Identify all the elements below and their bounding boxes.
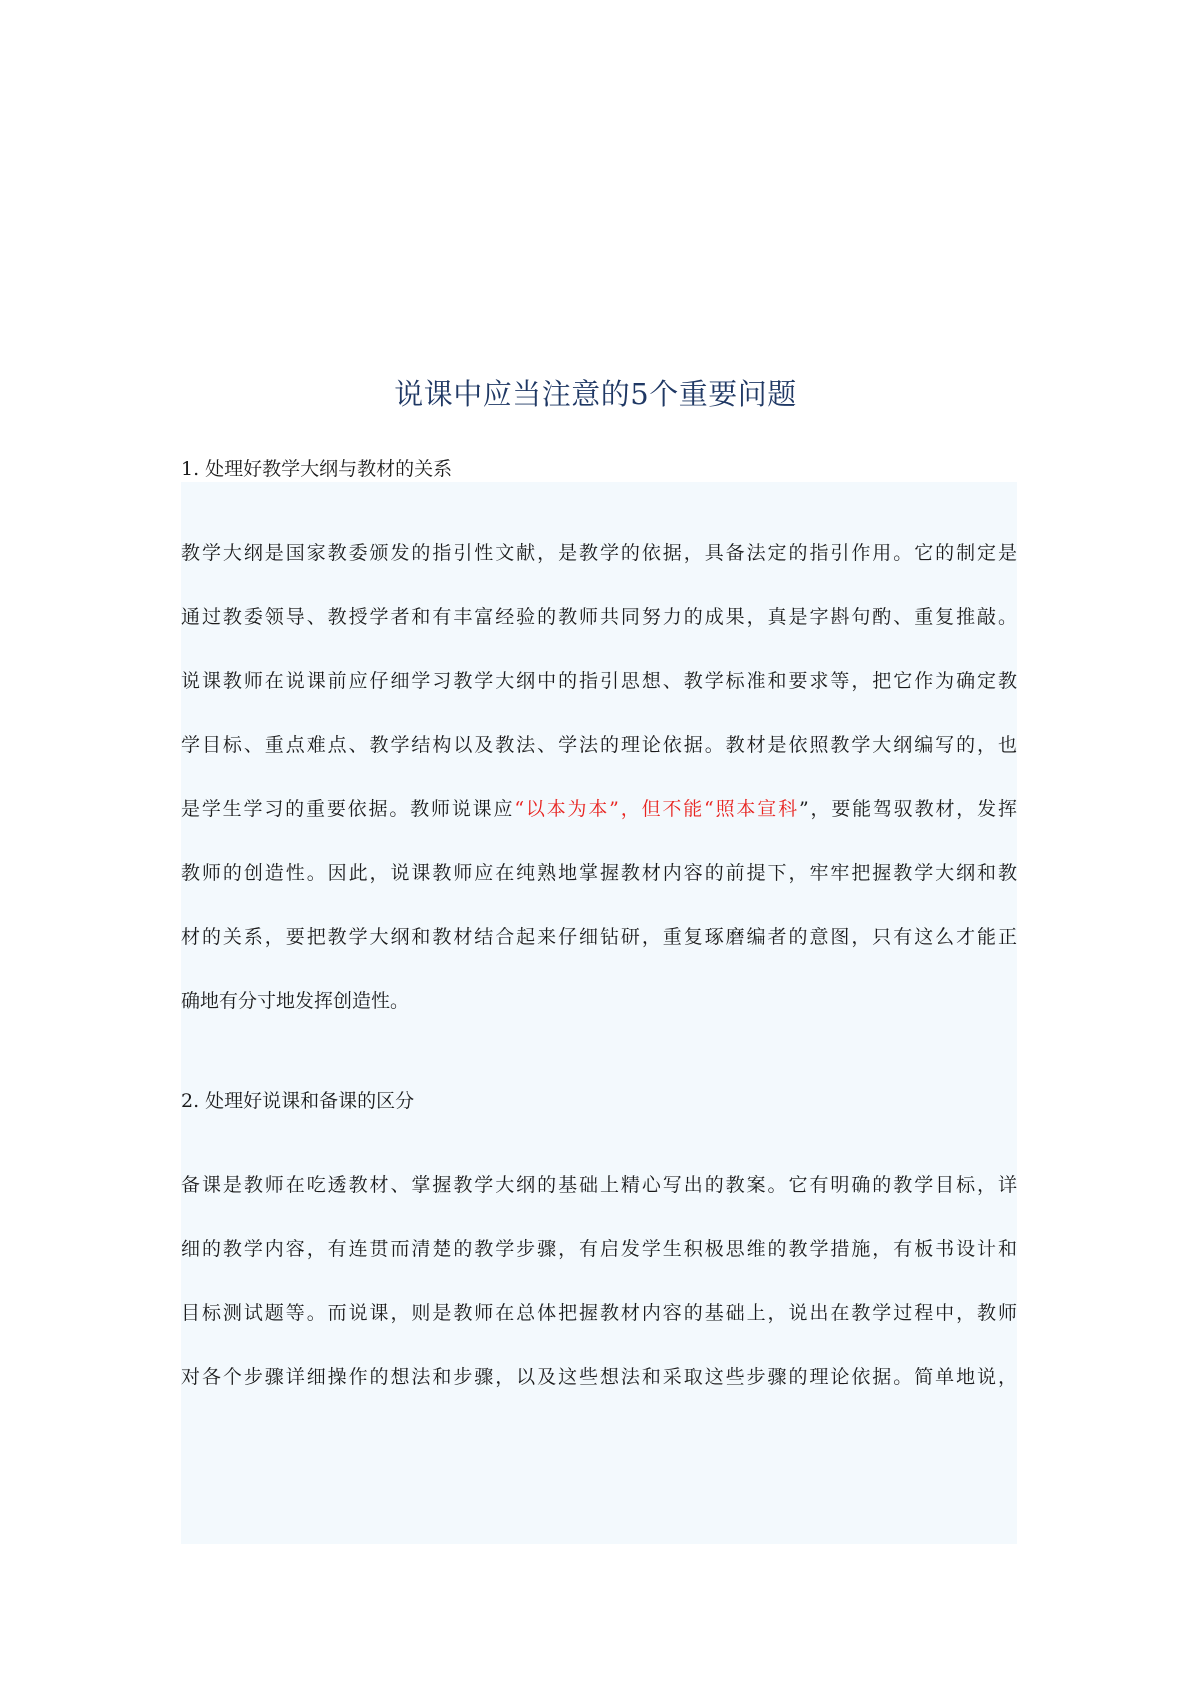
- line-text-after: ”，要能驾驭教材，发挥: [798, 798, 1017, 820]
- paragraph-line: 说课教师在说课前应仔细学习教学大纲中的指引思想、教学标准和要求等，把它作为确定教: [181, 670, 1017, 692]
- paragraph-line: 学目标、重点难点、教学结构以及教法、学法的理论依据。教材是依照教学大纲编写的，也: [181, 734, 1017, 756]
- section-2-heading: 2. 处理好说课和备课的区分: [181, 1090, 415, 1112]
- highlighted-phrase: “以本为本”，但不能“照本宣科: [514, 798, 799, 820]
- paragraph-line: 教学大纲是国家教委颁发的指引性文献，是教学的依据，具备法定的指引作用。它的制定是: [181, 542, 1017, 564]
- section-1-heading: 1. 处理好教学大纲与教材的关系: [181, 458, 453, 480]
- paragraph-line-with-highlight: [181, 796, 1017, 822]
- document-body: [181, 458, 1017, 1544]
- document-title: 说课中应当注意的5个重要问题: [394, 377, 797, 411]
- paragraph-line: 对各个步骤详细操作的想法和步骤，以及这些想法和采取这些步骤的理论依据。简单地说，: [181, 1366, 1017, 1388]
- paragraph-line: 目标测试题等。而说课，则是教师在总体把握教材内容的基础上，说出在教学过程中，教师: [181, 1302, 1017, 1324]
- line-text-before: 是学生学习的重要依据。教师说课应: [181, 798, 515, 820]
- paragraph-line: 通过教委领导、教授学者和有丰富经验的教师共同努力的成果，真是字斟句酌、重复推敲。: [181, 606, 1017, 628]
- paragraph-line: 细的教学内容，有连贯而清楚的教学步骤，有启发学生积极思维的教学措施，有板书设计和: [181, 1238, 1017, 1260]
- paragraph-line: 教师的创造性。因此，说课教师应在纯熟地掌握教材内容的前提下，牢牢把握教学大纲和教: [181, 862, 1017, 884]
- paragraph-last-line: 确地有分寸地发挥创造性。: [181, 990, 410, 1012]
- paragraph-line: 备课是教师在吃透教材、掌握教学大纲的基础上精心写出的教案。它有明确的教学目标，详: [181, 1174, 1017, 1196]
- paragraph-line: 材的关系，要把教学大纲和教材结合起来仔细钻研，重复琢磨编者的意图，只有这么才能正: [181, 926, 1017, 948]
